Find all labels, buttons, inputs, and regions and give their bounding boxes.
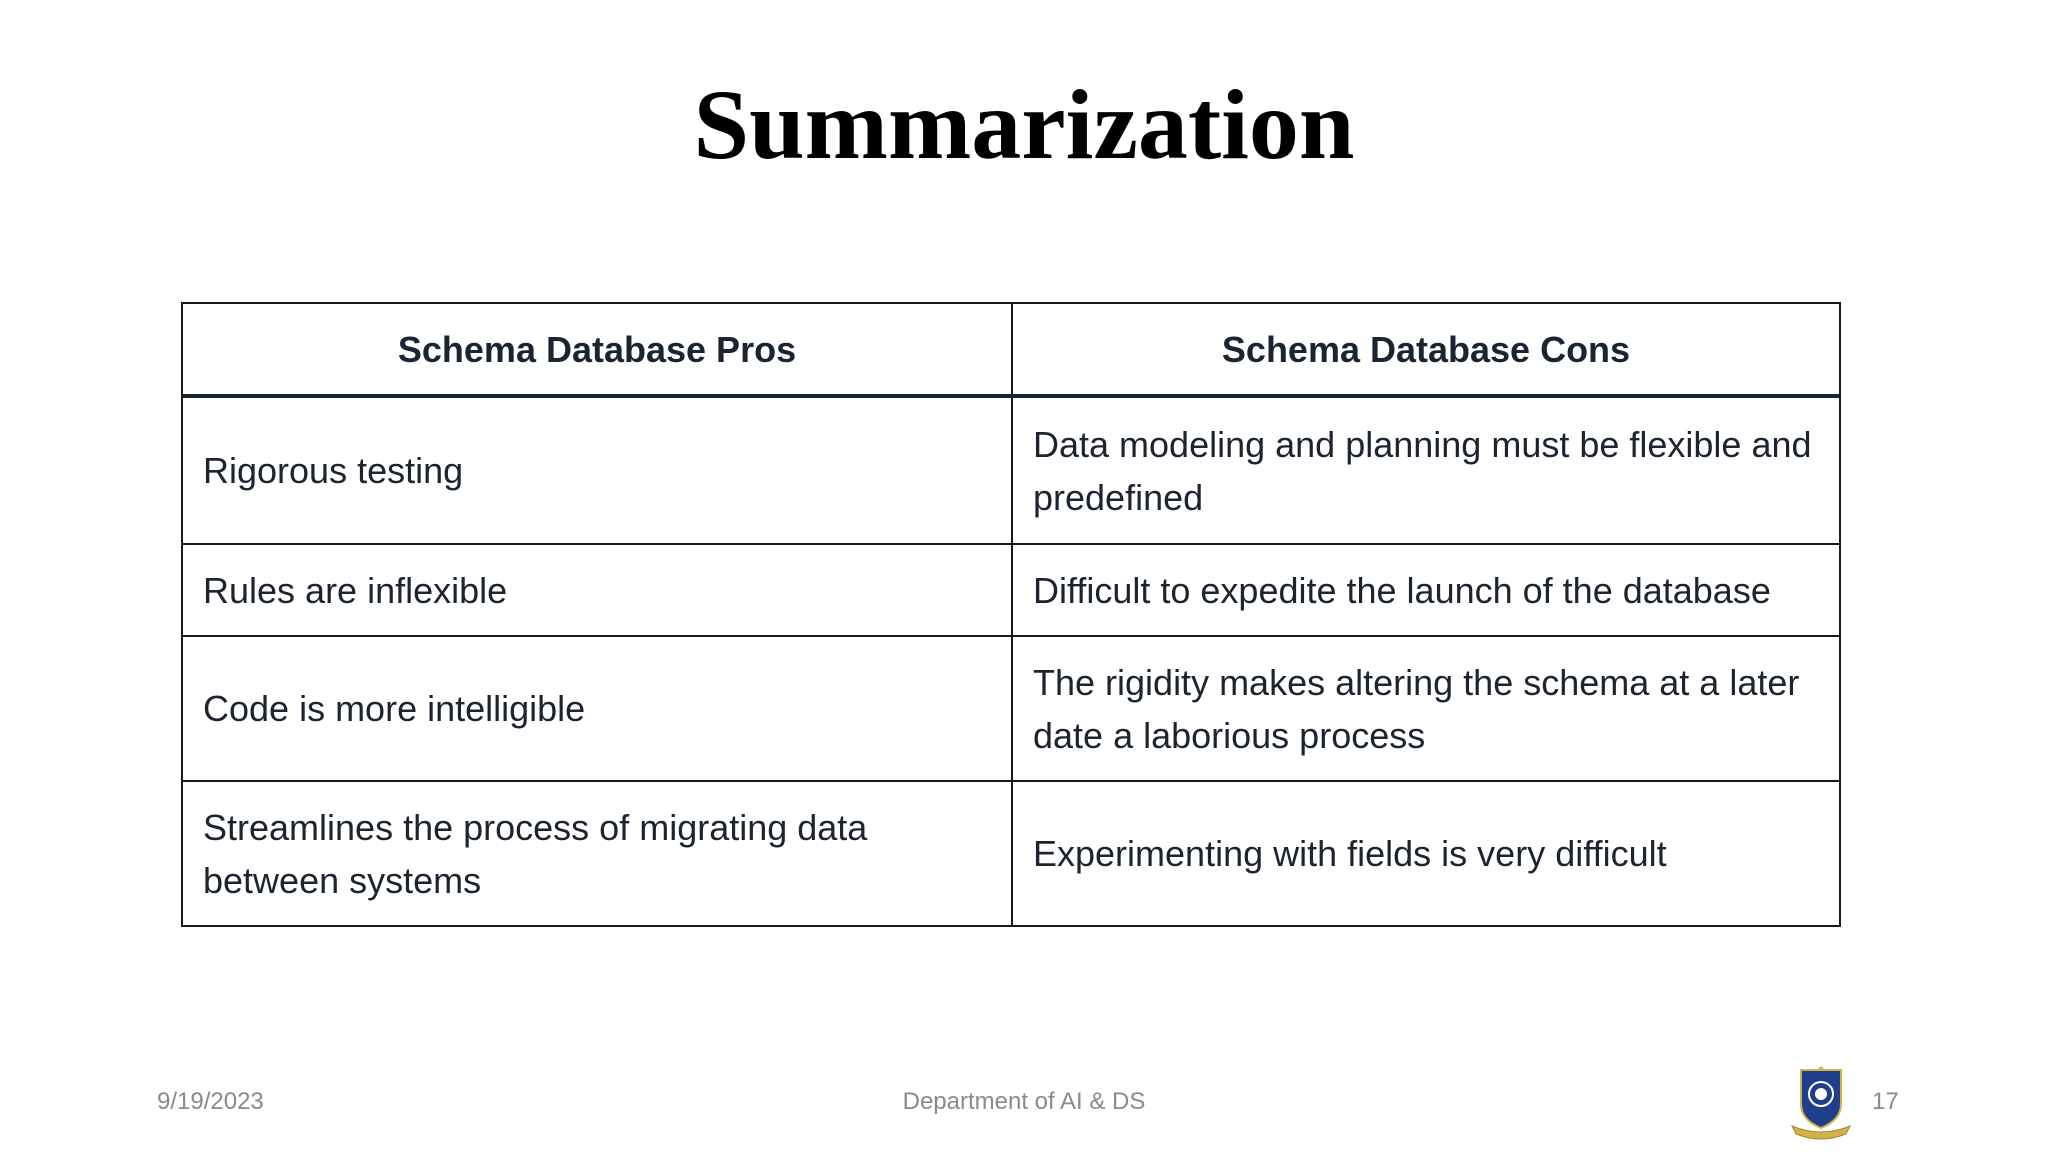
pros-cell: Streamlines the process of migrating data between systems (183, 782, 1013, 925)
cons-cell: Difficult to expedite the launch of the database (1033, 569, 1771, 611)
table-header-row (183, 304, 1839, 398)
header-cons: Schema Database Cons (1221, 328, 1631, 370)
table-row (183, 780, 1839, 925)
table-row (183, 543, 1839, 635)
footer-date: 9/19/2023 (157, 1088, 264, 1115)
table-row (183, 635, 1839, 780)
pros-cell: Rigorous testing (183, 398, 1013, 543)
institution-crest-icon (1788, 1064, 1854, 1140)
header-pros: Schema Database Pros (183, 304, 1013, 394)
pros-cell: Rules are inflexible (183, 545, 1013, 635)
footer-department: Department of AI & DS (902, 1088, 1146, 1115)
pros-cons-table (181, 302, 1841, 927)
slide-title: Summarization (693, 69, 1355, 180)
cons-cell: The rigidity makes altering the schema at a later date a laborious process (1033, 661, 1800, 756)
page-number: 17 (1872, 1088, 1899, 1115)
pros-cell: Code is more intelligible (183, 637, 1013, 780)
cons-cell: Experimenting with fields is very difficult (1033, 833, 1667, 874)
cons-cell: Data modeling and planning must be flexible and predefined (1033, 423, 1812, 518)
table-row (183, 398, 1839, 543)
